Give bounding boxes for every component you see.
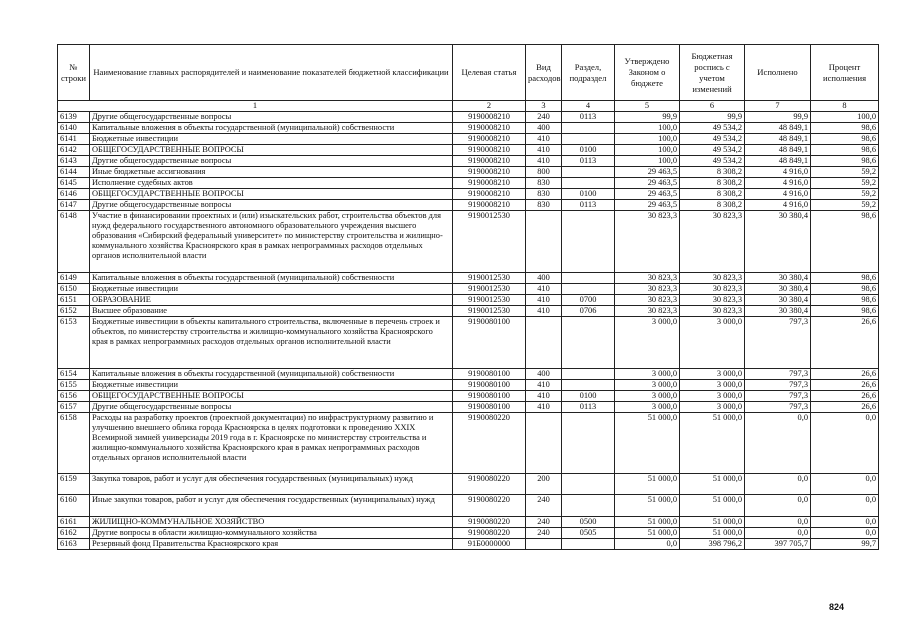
target-article-cell: 9190080220 xyxy=(453,413,526,474)
target-article-cell: 9190008210 xyxy=(453,112,526,123)
section-cell xyxy=(562,284,615,295)
target-article-cell: 9190008210 xyxy=(453,145,526,156)
approved-amount-cell: 0,0 xyxy=(615,539,680,550)
target-article-cell: 9190012530 xyxy=(453,273,526,284)
approved-amount-cell: 29 463,5 xyxy=(615,167,680,178)
percent-executed-cell: 0,0 xyxy=(811,528,879,539)
executed-amount-cell: 4 916,0 xyxy=(745,178,811,189)
approved-amount-cell: 30 823,3 xyxy=(615,284,680,295)
approved-amount-cell: 30 823,3 xyxy=(615,273,680,284)
row-number-cell: 6142 xyxy=(58,145,90,156)
row-name-cell: Бюджетные инвестиции xyxy=(90,134,453,145)
expense-type-cell: 200 xyxy=(526,474,562,495)
row-number-cell: 6145 xyxy=(58,178,90,189)
target-article-cell: 9190080100 xyxy=(453,391,526,402)
executed-amount-cell: 797,3 xyxy=(745,317,811,369)
percent-executed-cell: 26,6 xyxy=(811,391,879,402)
table-row xyxy=(58,167,879,178)
budget-schedule-cell: 3 000,0 xyxy=(680,317,745,369)
budget-schedule-cell: 3 000,0 xyxy=(680,369,745,380)
table-row xyxy=(58,317,879,369)
budget-schedule-cell: 30 823,3 xyxy=(680,284,745,295)
expense-type-cell: 400 xyxy=(526,123,562,134)
section-cell xyxy=(562,413,615,474)
row-number-cell: 6154 xyxy=(58,369,90,380)
table-row xyxy=(58,123,879,134)
approved-amount-cell: 51 000,0 xyxy=(615,517,680,528)
table-header xyxy=(58,45,879,112)
column-number: 1 xyxy=(58,101,453,112)
budget-schedule-cell: 398 796,2 xyxy=(680,539,745,550)
header-rospis: Бюджетная роспись с учетом изменений xyxy=(680,45,745,101)
section-cell: 0113 xyxy=(562,112,615,123)
expense-type-cell: 410 xyxy=(526,391,562,402)
row-name-cell: Высшее образование xyxy=(90,306,453,317)
section-cell: 0505 xyxy=(562,528,615,539)
table-row xyxy=(58,134,879,145)
executed-amount-cell: 30 380,4 xyxy=(745,211,811,273)
row-number-cell: 6149 xyxy=(58,273,90,284)
section-cell xyxy=(562,474,615,495)
header-approved: Утверждено Законом о бюджете xyxy=(615,45,680,101)
percent-executed-cell: 98,6 xyxy=(811,134,879,145)
percent-executed-cell: 98,6 xyxy=(811,306,879,317)
approved-amount-cell: 30 823,3 xyxy=(615,295,680,306)
executed-amount-cell: 30 380,4 xyxy=(745,284,811,295)
executed-amount-cell: 397 705,7 xyxy=(745,539,811,550)
row-number-cell: 6156 xyxy=(58,391,90,402)
budget-schedule-cell: 8 308,2 xyxy=(680,167,745,178)
header-row-no: № строки xyxy=(58,45,90,101)
percent-executed-cell: 100,0 xyxy=(811,112,879,123)
target-article-cell: 9190080100 xyxy=(453,369,526,380)
expense-type-cell: 410 xyxy=(526,295,562,306)
table-row xyxy=(58,284,879,295)
section-cell xyxy=(562,178,615,189)
row-name-cell: Капитальные вложения в объекты государственной (муниципальной) собственности xyxy=(90,369,453,380)
column-number: 4 xyxy=(562,101,615,112)
expense-type-cell xyxy=(526,539,562,550)
target-article-cell: 91Б0000000 xyxy=(453,539,526,550)
approved-amount-cell: 3 000,0 xyxy=(615,369,680,380)
expense-type-cell: 400 xyxy=(526,369,562,380)
expense-type-cell xyxy=(526,317,562,369)
row-number-cell: 6140 xyxy=(58,123,90,134)
target-article-cell: 9190012530 xyxy=(453,284,526,295)
column-number: 8 xyxy=(811,101,879,112)
expense-type-cell: 410 xyxy=(526,306,562,317)
budget-schedule-cell: 8 308,2 xyxy=(680,189,745,200)
table-row xyxy=(58,369,879,380)
row-number-cell: 6147 xyxy=(58,200,90,211)
target-article-cell: 9190008210 xyxy=(453,134,526,145)
row-name-cell: ОБРАЗОВАНИЕ xyxy=(90,295,453,306)
table-row xyxy=(58,211,879,273)
table-body xyxy=(58,112,879,550)
table-row xyxy=(58,112,879,123)
expense-type-cell: 410 xyxy=(526,134,562,145)
table-row xyxy=(58,273,879,284)
section-cell xyxy=(562,495,615,517)
row-number-cell: 6158 xyxy=(58,413,90,474)
approved-amount-cell: 51 000,0 xyxy=(615,495,680,517)
expense-type-cell: 240 xyxy=(526,112,562,123)
row-name-cell: Бюджетные инвестиции xyxy=(90,380,453,391)
budget-execution-table xyxy=(57,44,879,550)
percent-executed-cell: 98,6 xyxy=(811,123,879,134)
target-article-cell: 9190012530 xyxy=(453,295,526,306)
row-name-cell: Исполнение судебных актов xyxy=(90,178,453,189)
approved-amount-cell: 3 000,0 xyxy=(615,391,680,402)
table-row xyxy=(58,380,879,391)
expense-type-cell xyxy=(526,211,562,273)
approved-amount-cell: 100,0 xyxy=(615,145,680,156)
row-number-cell: 6144 xyxy=(58,167,90,178)
section-cell xyxy=(562,369,615,380)
budget-schedule-cell: 49 534,2 xyxy=(680,123,745,134)
executed-amount-cell: 0,0 xyxy=(745,495,811,517)
target-article-cell: 9190080220 xyxy=(453,517,526,528)
target-article-cell: 9190080220 xyxy=(453,474,526,495)
row-number-cell: 6151 xyxy=(58,295,90,306)
executed-amount-cell: 4 916,0 xyxy=(745,189,811,200)
executed-amount-cell: 797,3 xyxy=(745,402,811,413)
percent-executed-cell: 98,6 xyxy=(811,211,879,273)
budget-schedule-cell: 3 000,0 xyxy=(680,402,745,413)
table-row xyxy=(58,402,879,413)
approved-amount-cell: 100,0 xyxy=(615,123,680,134)
header-name: Наименование главных распорядителей и наименование показателей бюджетной классификации xyxy=(90,45,453,101)
budget-schedule-cell: 49 534,2 xyxy=(680,156,745,167)
budget-schedule-cell: 51 000,0 xyxy=(680,528,745,539)
row-name-cell: Другие общегосударственные вопросы xyxy=(90,402,453,413)
row-name-cell: Бюджетные инвестиции в объекты капитального строительства, включенные в перечень строек и объектов, по министерству строительства и жилищно-коммунального хозяйства Красноярского края в рамках непрограммных расходов отдельных органов исполнительной власти xyxy=(90,317,453,369)
approved-amount-cell: 29 463,5 xyxy=(615,178,680,189)
budget-schedule-cell: 30 823,3 xyxy=(680,295,745,306)
executed-amount-cell: 48 849,1 xyxy=(745,156,811,167)
expense-type-cell: 240 xyxy=(526,495,562,517)
expense-type-cell: 410 xyxy=(526,380,562,391)
column-number: 3 xyxy=(526,101,562,112)
percent-executed-cell: 59,2 xyxy=(811,178,879,189)
row-name-cell: ОБЩЕГОСУДАРСТВЕННЫЕ ВОПРОСЫ xyxy=(90,145,453,156)
section-cell: 0700 xyxy=(562,295,615,306)
table-row xyxy=(58,517,879,528)
row-name-cell: Другие общегосударственные вопросы xyxy=(90,112,453,123)
percent-executed-cell: 59,2 xyxy=(811,200,879,211)
budget-schedule-cell: 51 000,0 xyxy=(680,517,745,528)
budget-schedule-cell: 51 000,0 xyxy=(680,474,745,495)
row-number-cell: 6159 xyxy=(58,474,90,495)
percent-executed-cell: 26,6 xyxy=(811,380,879,391)
budget-schedule-cell: 49 534,2 xyxy=(680,145,745,156)
expense-type-cell xyxy=(526,413,562,474)
executed-amount-cell: 0,0 xyxy=(745,413,811,474)
row-number-cell: 6152 xyxy=(58,306,90,317)
executed-amount-cell: 797,3 xyxy=(745,369,811,380)
table-row xyxy=(58,189,879,200)
row-name-cell: Другие вопросы в области жилищно-коммунального хозяйства xyxy=(90,528,453,539)
percent-executed-cell: 98,6 xyxy=(811,295,879,306)
row-name-cell: Капитальные вложения в объекты государственной (муниципальной) собственности xyxy=(90,273,453,284)
percent-executed-cell: 98,6 xyxy=(811,273,879,284)
percent-executed-cell: 59,2 xyxy=(811,189,879,200)
row-number-cell: 6139 xyxy=(58,112,90,123)
percent-executed-cell: 99,7 xyxy=(811,539,879,550)
expense-type-cell: 800 xyxy=(526,167,562,178)
expense-type-cell: 830 xyxy=(526,178,562,189)
table-row xyxy=(58,295,879,306)
section-cell: 0100 xyxy=(562,145,615,156)
section-cell xyxy=(562,539,615,550)
row-name-cell: Другие общегосударственные вопросы xyxy=(90,200,453,211)
target-article-cell: 9190008210 xyxy=(453,200,526,211)
percent-executed-cell: 98,6 xyxy=(811,284,879,295)
row-number-cell: 6150 xyxy=(58,284,90,295)
table-row xyxy=(58,539,879,550)
table-row xyxy=(58,178,879,189)
expense-type-cell: 240 xyxy=(526,528,562,539)
expense-type-cell: 410 xyxy=(526,284,562,295)
approved-amount-cell: 51 000,0 xyxy=(615,413,680,474)
approved-amount-cell: 99,9 xyxy=(615,112,680,123)
executed-amount-cell: 48 849,1 xyxy=(745,123,811,134)
header-vid: Вид расходов xyxy=(526,45,562,101)
target-article-cell: 9190008210 xyxy=(453,123,526,134)
executed-amount-cell: 0,0 xyxy=(745,474,811,495)
row-name-cell: Бюджетные инвестиции xyxy=(90,284,453,295)
executed-amount-cell: 0,0 xyxy=(745,517,811,528)
row-name-cell: Участие в финансировании проектных и (или) изыскательских работ, строительства объектов для нужд федерального государственного автономного образовательного учреждения высшего образования «Сибирский федеральный университет» по министерству строительства и жилищно-коммунального хозяйства Красноярского края в рамках непрограммных расходов отдельных органов исполнительной власти xyxy=(90,211,453,273)
table-row xyxy=(58,391,879,402)
section-cell xyxy=(562,380,615,391)
section-cell: 0100 xyxy=(562,391,615,402)
column-number: 7 xyxy=(745,101,811,112)
section-cell xyxy=(562,211,615,273)
target-article-cell: 9190012530 xyxy=(453,211,526,273)
executed-amount-cell: 4 916,0 xyxy=(745,200,811,211)
section-cell xyxy=(562,273,615,284)
executed-amount-cell: 30 380,4 xyxy=(745,306,811,317)
percent-executed-cell: 0,0 xyxy=(811,474,879,495)
target-article-cell: 9190080100 xyxy=(453,380,526,391)
row-name-cell: ЖИЛИЩНО-КОММУНАЛЬНОЕ ХОЗЯЙСТВО xyxy=(90,517,453,528)
approved-amount-cell: 3 000,0 xyxy=(615,380,680,391)
section-cell: 0500 xyxy=(562,517,615,528)
table-row xyxy=(58,495,879,517)
expense-type-cell: 830 xyxy=(526,189,562,200)
expense-type-cell: 410 xyxy=(526,145,562,156)
table-row xyxy=(58,145,879,156)
budget-schedule-cell: 99,9 xyxy=(680,112,745,123)
row-number-cell: 6155 xyxy=(58,380,90,391)
row-number-cell: 6153 xyxy=(58,317,90,369)
executed-amount-cell: 797,3 xyxy=(745,391,811,402)
row-name-cell: Капитальные вложения в объекты государственной (муниципальной) собственности xyxy=(90,123,453,134)
header-target: Целевая статья xyxy=(453,45,526,101)
executed-amount-cell: 99,9 xyxy=(745,112,811,123)
percent-executed-cell: 26,6 xyxy=(811,369,879,380)
section-cell: 0100 xyxy=(562,189,615,200)
percent-executed-cell: 59,2 xyxy=(811,167,879,178)
row-number-cell: 6161 xyxy=(58,517,90,528)
table-row xyxy=(58,528,879,539)
page-number: 824 xyxy=(829,602,845,612)
percent-executed-cell: 0,0 xyxy=(811,517,879,528)
approved-amount-cell: 51 000,0 xyxy=(615,528,680,539)
row-number-cell: 6157 xyxy=(58,402,90,413)
approved-amount-cell: 51 000,0 xyxy=(615,474,680,495)
row-name-cell: Расходы на разработку проектов (проектной документации) по инфраструктурному развитию и улучшению внешнего облика города Красноярска в целях подготовки к проведению XXIX Всемирной зимней универсиады 2019 года в г. Красноярске по министерству строительства и жилищно-коммунального хозяйства Красноярского края в рамках непрограммных расходов отдельных органов исполнительной власти xyxy=(90,413,453,474)
column-number-row xyxy=(58,101,879,112)
percent-executed-cell: 0,0 xyxy=(811,413,879,474)
row-name-cell: Резервный фонд Правительства Красноярского края xyxy=(90,539,453,550)
section-cell: 0113 xyxy=(562,402,615,413)
row-number-cell: 6146 xyxy=(58,189,90,200)
percent-executed-cell: 26,6 xyxy=(811,317,879,369)
row-name-cell: ОБЩЕГОСУДАРСТВЕННЫЕ ВОПРОСЫ xyxy=(90,391,453,402)
section-cell: 0706 xyxy=(562,306,615,317)
target-article-cell: 9190080220 xyxy=(453,528,526,539)
row-name-cell: Иные бюджетные ассигнования xyxy=(90,167,453,178)
column-number: 5 xyxy=(615,101,680,112)
executed-amount-cell: 797,3 xyxy=(745,380,811,391)
budget-schedule-cell: 51 000,0 xyxy=(680,495,745,517)
section-cell: 0113 xyxy=(562,200,615,211)
header-razdel: Раздел, подраздел xyxy=(562,45,615,101)
approved-amount-cell: 100,0 xyxy=(615,156,680,167)
executed-amount-cell: 48 849,1 xyxy=(745,134,811,145)
target-article-cell: 9190012530 xyxy=(453,306,526,317)
row-number-cell: 6163 xyxy=(58,539,90,550)
approved-amount-cell: 3 000,0 xyxy=(615,402,680,413)
expense-type-cell: 240 xyxy=(526,517,562,528)
target-article-cell: 9190080220 xyxy=(453,495,526,517)
approved-amount-cell: 29 463,5 xyxy=(615,189,680,200)
budget-schedule-cell: 30 823,3 xyxy=(680,306,745,317)
target-article-cell: 9190008210 xyxy=(453,178,526,189)
expense-type-cell: 410 xyxy=(526,156,562,167)
percent-executed-cell: 26,6 xyxy=(811,402,879,413)
executed-amount-cell: 48 849,1 xyxy=(745,145,811,156)
approved-amount-cell: 3 000,0 xyxy=(615,317,680,369)
approved-amount-cell: 30 823,3 xyxy=(615,306,680,317)
section-cell: 0113 xyxy=(562,156,615,167)
approved-amount-cell: 100,0 xyxy=(615,134,680,145)
approved-amount-cell: 29 463,5 xyxy=(615,200,680,211)
row-name-cell: ОБЩЕГОСУДАРСТВЕННЫЕ ВОПРОСЫ xyxy=(90,189,453,200)
target-article-cell: 9190080100 xyxy=(453,317,526,369)
header-executed: Исполнено xyxy=(745,45,811,101)
target-article-cell: 9190008210 xyxy=(453,167,526,178)
executed-amount-cell: 4 916,0 xyxy=(745,167,811,178)
executed-amount-cell: 30 380,4 xyxy=(745,273,811,284)
budget-schedule-cell: 3 000,0 xyxy=(680,380,745,391)
expense-type-cell: 400 xyxy=(526,273,562,284)
column-number: 2 xyxy=(453,101,526,112)
table-row xyxy=(58,413,879,474)
executed-amount-cell: 0,0 xyxy=(745,528,811,539)
target-article-cell: 9190008210 xyxy=(453,189,526,200)
percent-executed-cell: 98,6 xyxy=(811,156,879,167)
budget-schedule-cell: 3 000,0 xyxy=(680,391,745,402)
column-number: 6 xyxy=(680,101,745,112)
approved-amount-cell: 30 823,3 xyxy=(615,211,680,273)
row-number-cell: 6160 xyxy=(58,495,90,517)
row-name-cell: Иные закупки товаров, работ и услуг для обеспечения государственных (муниципальных) нужд xyxy=(90,495,453,517)
expense-type-cell: 410 xyxy=(526,402,562,413)
expense-type-cell: 830 xyxy=(526,200,562,211)
section-cell xyxy=(562,317,615,369)
percent-executed-cell: 98,6 xyxy=(811,145,879,156)
budget-schedule-cell: 30 823,3 xyxy=(680,211,745,273)
table-row xyxy=(58,200,879,211)
target-article-cell: 9190008210 xyxy=(453,156,526,167)
budget-schedule-cell: 30 823,3 xyxy=(680,273,745,284)
row-number-cell: 6148 xyxy=(58,211,90,273)
row-number-cell: 6141 xyxy=(58,134,90,145)
table-row xyxy=(58,474,879,495)
budget-schedule-cell: 49 534,2 xyxy=(680,134,745,145)
table-row xyxy=(58,306,879,317)
target-article-cell: 9190080100 xyxy=(453,402,526,413)
budget-schedule-cell: 8 308,2 xyxy=(680,200,745,211)
budget-schedule-cell: 8 308,2 xyxy=(680,178,745,189)
header-percent: Процент исполнения xyxy=(811,45,879,101)
executed-amount-cell: 30 380,4 xyxy=(745,295,811,306)
section-cell xyxy=(562,167,615,178)
percent-executed-cell: 0,0 xyxy=(811,495,879,517)
row-number-cell: 6162 xyxy=(58,528,90,539)
row-name-cell: Закупка товаров, работ и услуг для обеспечения государственных (муниципальных) нужд xyxy=(90,474,453,495)
table-row xyxy=(58,156,879,167)
row-name-cell: Другие общегосударственные вопросы xyxy=(90,156,453,167)
section-cell xyxy=(562,134,615,145)
row-number-cell: 6143 xyxy=(58,156,90,167)
budget-schedule-cell: 51 000,0 xyxy=(680,413,745,474)
section-cell xyxy=(562,123,615,134)
